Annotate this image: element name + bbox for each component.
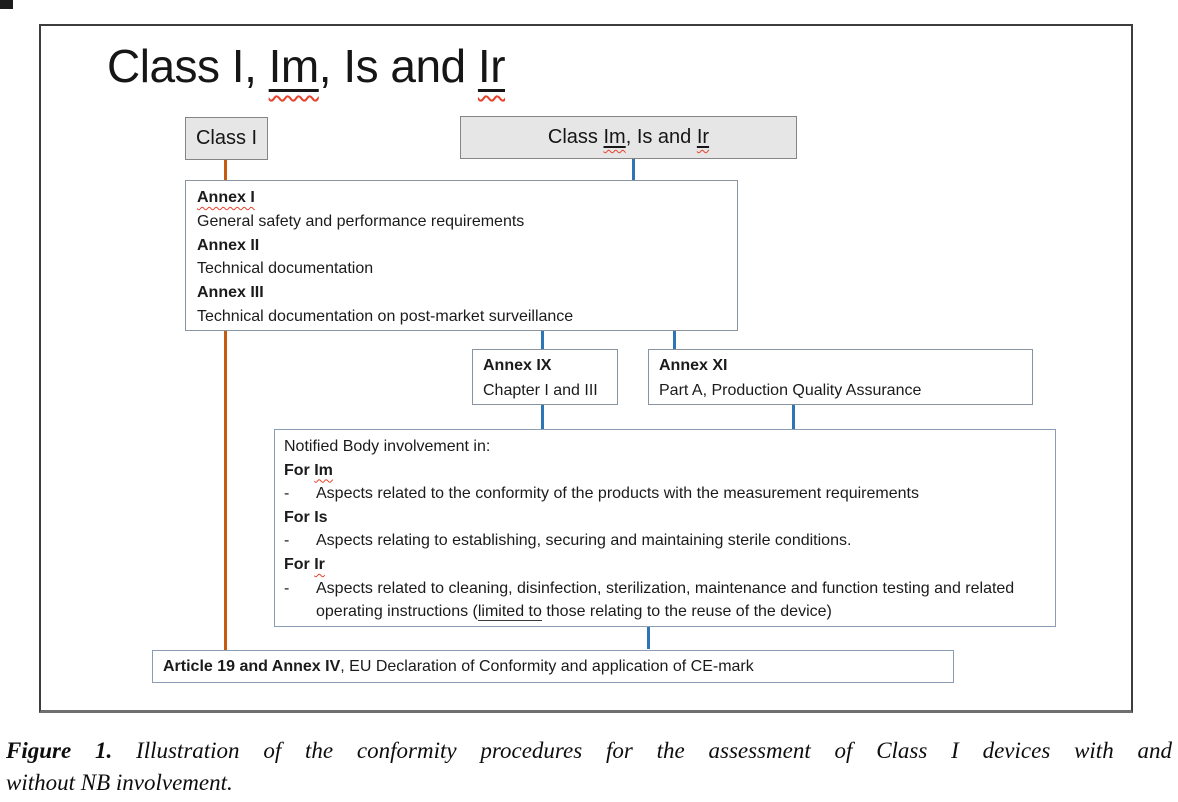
annex-ix-body: Chapter I and III (483, 382, 598, 399)
bullet-dash: - (284, 485, 290, 503)
title-underlined-ir: Ir (477, 40, 506, 92)
node-class-im-is-ir (460, 116, 797, 159)
node-class-i-label: Class I (195, 127, 258, 149)
figure-frame (39, 24, 1133, 713)
spellcheck-ir: Ir (314, 555, 325, 573)
connector-classim-to-annex123 (632, 156, 635, 181)
nb-heading-for-im (284, 459, 1043, 483)
bullet-part: those relating to the reuse of the device) (541, 603, 832, 621)
spellcheck-im: Im (314, 461, 333, 479)
annex-xi-heading: Annex XI (659, 357, 728, 374)
connector-annexxi-to-nb (792, 403, 795, 429)
label-part: , Is and (625, 126, 697, 148)
nb-intro: Notified Body involvement in: (284, 438, 491, 455)
nb-bullet-ir (284, 577, 1043, 624)
caption-text: Illustration of the conformity procedures for the assessment of Class I devices with and (112, 738, 1172, 763)
node-notified-body (274, 429, 1056, 627)
bullet-dash: - (284, 532, 290, 550)
annex-iii-body: Technical documentation on post-market surveillance (197, 307, 574, 325)
title-spellcheck-ir (478, 40, 505, 92)
heading-part: For (284, 461, 315, 479)
node-annex-xi (648, 349, 1033, 405)
heading-is: Is (314, 508, 328, 526)
underlined-limited-to: limited to (477, 603, 542, 621)
node-class-im-label (548, 126, 709, 149)
caption-line-2: without NB involvement. (6, 770, 233, 795)
node-article-19 (152, 650, 954, 683)
title-underlined-im: Im (268, 40, 319, 92)
article-19-rest: , EU Declaration of Conformity and application of CE-mark (340, 657, 754, 675)
article-19-bold: Article 19 and Annex IV (163, 657, 341, 675)
spellcheck-ir (697, 126, 709, 148)
connector-annex123-to-annexix (541, 330, 544, 349)
underlined-im: Im (603, 126, 626, 148)
label-part: Class (547, 126, 604, 148)
annex-i-heading: Annex I (197, 189, 255, 206)
nb-heading-for-is (284, 506, 1043, 530)
bullet-dash: - (284, 579, 290, 597)
bullet-text: Aspects relating to establishing, securing and maintaining sterile conditions. (316, 532, 852, 550)
caption-line-1 (6, 735, 1172, 767)
node-class-i (185, 117, 268, 160)
nb-bullet-im (284, 482, 1043, 506)
connector-annex123-to-annexxi (673, 330, 676, 349)
annex-i-body: General safety and performance requirements (197, 212, 525, 230)
annex-ii-body: Technical documentation (197, 260, 374, 278)
underlined-ir: Ir (696, 126, 710, 148)
title-text: , Is and (318, 40, 478, 92)
title-text: Class I, (107, 40, 269, 92)
connector-annexix-to-nb (541, 403, 544, 429)
spellcheck-im (603, 126, 625, 148)
scan-corner-artifact (0, 0, 13, 9)
node-annex-1-2-3 (185, 180, 738, 331)
nb-bullet-is (284, 529, 1043, 553)
bullet-part: Aspects related to cleaning, disinfection, sterilization, maintenance and function testing and related operating instructions ( (316, 579, 1015, 621)
caption-figure-label: Figure 1. (6, 738, 113, 763)
connector-nb-to-article (647, 626, 650, 649)
heading-part: For (284, 555, 315, 573)
bullet-text: Aspects related to the conformity of the products with the measurement requirements (316, 485, 919, 503)
nb-heading-for-ir (284, 553, 1043, 577)
bullet-text (316, 577, 1043, 624)
node-annex-ix (472, 349, 618, 405)
article-19-label (163, 658, 754, 676)
annex-xi-body: Part A, Production Quality Assurance (659, 382, 922, 399)
heading-part: For (284, 508, 315, 526)
title-spellcheck-im (269, 40, 319, 92)
figure-caption (6, 735, 1172, 799)
diagram-title (107, 38, 505, 94)
annex-ii-heading: Annex II (197, 236, 260, 254)
annex-ix-heading: Annex IX (483, 357, 552, 374)
annex-iii-heading: Annex III (197, 284, 264, 302)
